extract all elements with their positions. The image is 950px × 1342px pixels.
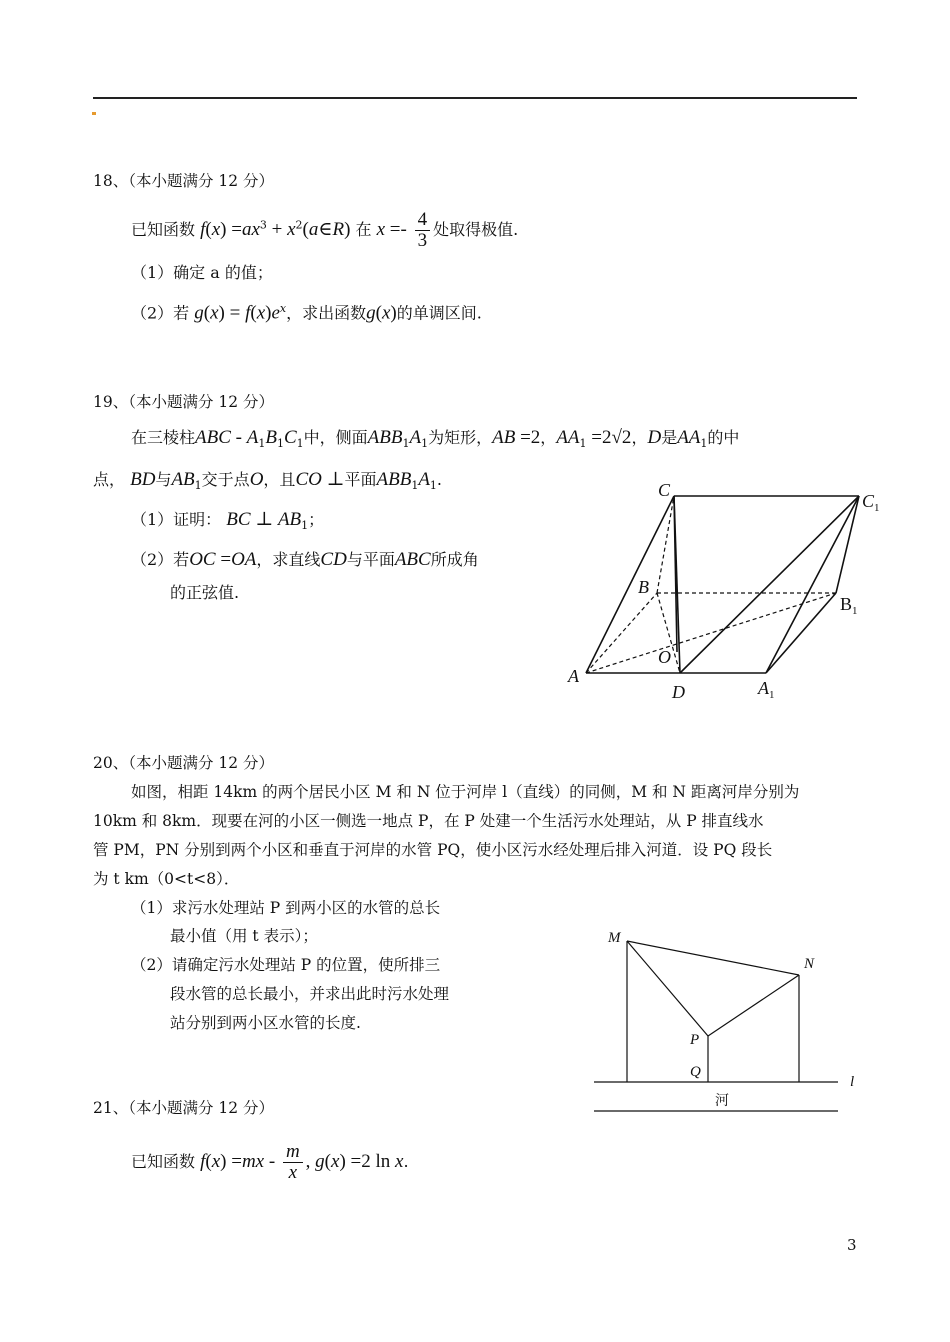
q18-heading: 18、（本小题满分 12 分） <box>93 172 275 190</box>
q19-part2: （2）若OC =OA，求直线CD与平面ABC所成角 <box>131 549 479 570</box>
q20-part1-l1: （1）求污水处理站 P 到两小区的水管的总长 <box>131 899 441 917</box>
q19-part2-cont: 的正弦值. <box>170 583 240 602</box>
label-river: 河 <box>715 1093 729 1109</box>
q20-part2-l2: 段水管的总长最小，并求出此时污水处理 <box>170 985 450 1003</box>
q21-fraction: $\frac{m}{x}$ <box>283 1142 303 1183</box>
q20-heading: 20、（本小题满分 12 分） <box>93 754 275 772</box>
q20-line3: 管 PM，PN 分别到两个小区和垂直于河岸的水管 PQ，使小区污水经处理后排入河道．设 PQ 段长 <box>93 841 773 859</box>
label-B1: $B_1$ <box>840 594 858 617</box>
label-A: A <box>568 666 579 686</box>
label-Q: Q <box>690 1064 701 1080</box>
label-O: O <box>658 647 671 667</box>
q18-stem: 已知函数 $f(x) =ax^3$ + $x^2(a\in R)$ 在 x =- $\frac{4}{3}$ 处取得极值. <box>131 209 519 251</box>
q20-part2-l1: （2）请确定污水处理站 P 的位置，使所排三 <box>131 956 441 974</box>
q19-line1: 在三棱柱ABC - $A_1B_1C_1$中，侧面$ABB_1A_1$为矩形，AB =2，$AA_1 =2√2$，D是$AA_1$的中 <box>131 427 740 451</box>
label-C: C <box>658 480 671 500</box>
label-D: D <box>672 682 685 702</box>
prism-figure <box>560 475 890 710</box>
label-M: M <box>608 930 621 946</box>
label-C1: $C_1$ <box>862 491 880 514</box>
q20-part1-l2: 最小值（用 t 表示）； <box>170 927 318 945</box>
q20-part2-l3: 站分别到两小区水管的长度. <box>170 1014 361 1032</box>
orange-mark <box>92 112 96 115</box>
q19-line2: 点， BD与$AB_1$交于点O，且CO ⊥平面$ABB_1A_1$. <box>93 469 443 493</box>
q18-part2: （2）若 $g(x) = f(x)e^x$，求出函数g(x)的单调区间. <box>131 302 482 324</box>
q18-fraction: $\frac{4}{3}$ <box>415 210 431 251</box>
label-N: N <box>804 956 815 972</box>
q18-part1: （1）确定 a 的值； <box>131 263 273 282</box>
page-number: 3 <box>847 1236 857 1254</box>
label-P: P <box>690 1032 700 1048</box>
river-figure <box>590 920 870 1120</box>
q20-line2: 10km 和 8km．现要在河的小区一侧选一地点 P，在 P 处建一个生活污水处理站，从 P 排直线水 <box>93 812 764 830</box>
q21-heading: 21、（本小题满分 12 分） <box>93 1099 275 1117</box>
q20-line4: 为 t km（0<t<8）． <box>93 870 240 888</box>
q19-part1: （1）证明： BC ⊥ $AB_1$； <box>131 509 325 533</box>
q21-stem: 已知函数 f(x) =mx - $\frac{m}{x}$ , g(x) =2 ln x. <box>131 1141 409 1183</box>
label-l: l <box>850 1074 855 1090</box>
q19-heading: 19、（本小题满分 12 分） <box>93 393 275 411</box>
q20-line1: 如图，相距 14km 的两个居民小区 M 和 N 位于河岸 l（直线）的同侧，M 和 N 距离河岸分别为 <box>131 783 800 801</box>
label-A1: $A_1$ <box>758 678 775 701</box>
header-rule <box>93 97 857 99</box>
label-B: B <box>638 577 649 597</box>
